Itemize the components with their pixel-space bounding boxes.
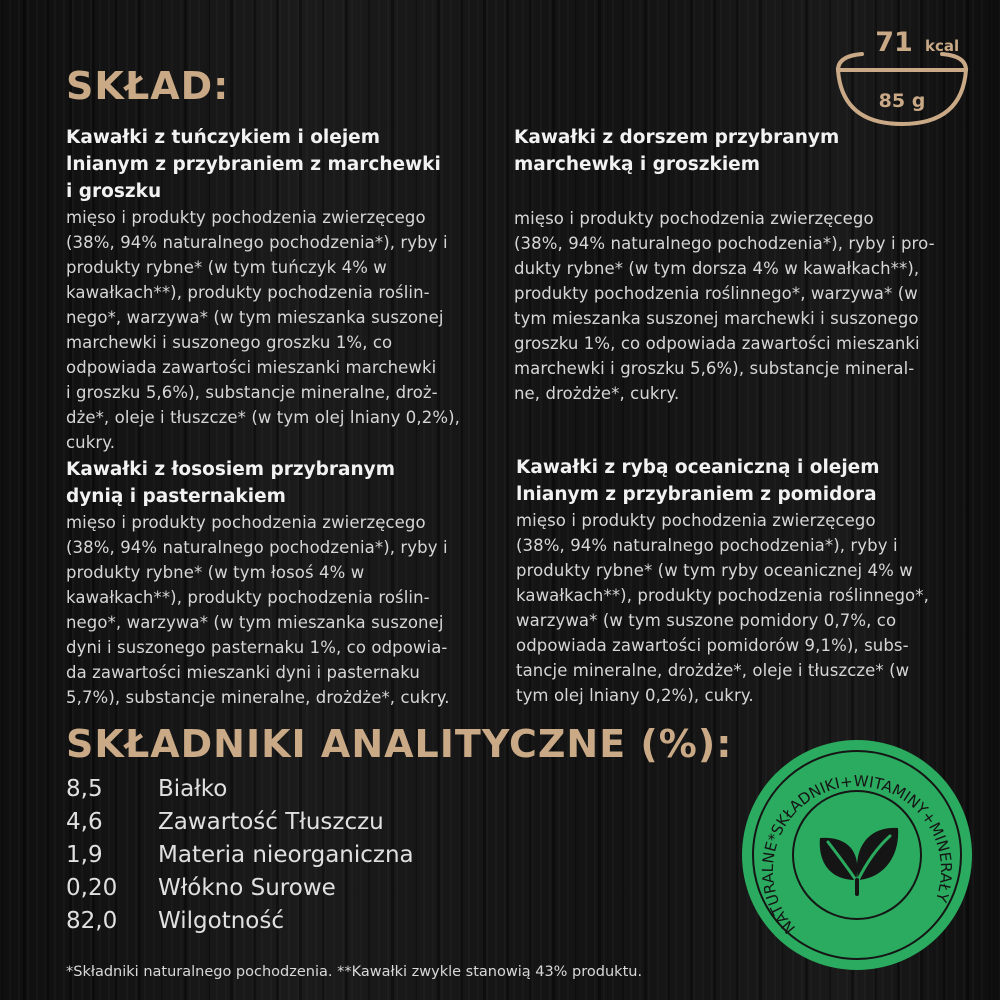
text-line: produkty rybne* (w tym ryby oceanicznej 4% w [516,561,913,580]
title-line: Kawałki z łososiem przybranym [66,459,396,480]
analytical-value: 1,9 [66,842,103,868]
analytical-label: Białko [158,776,228,802]
analytical-label: Wilgotność [158,908,284,934]
text-line: kawałkach**), produkty pochodzenia roślinnego*, [516,586,929,605]
natural-ingredients-seal [740,738,974,972]
title-line: Kawałki z tuńczykiem i olejem [66,127,380,148]
analytical-row [66,905,414,938]
composition-heading: SKŁAD: [66,64,230,108]
footnote: *Składniki naturalnego pochodzenia. **Kawałki zwykle stanowią 43% produktu. [66,964,643,980]
analytical-value: 4,6 [66,809,103,835]
composition-title [66,456,506,510]
text-line: mięso i produkty pochodzenia zwierzęcego [66,513,426,532]
title-line: i groszku [66,181,162,202]
composition-title [516,454,976,508]
kcal-value: 71 [875,27,913,58]
text-line: tym mieszanka suszonej marchewki i suszonego [514,309,919,328]
composition-block-salmon [66,456,506,710]
composition-text [66,205,506,455]
text-line: marchewki i groszku 5,6%), substancje mineral- [514,359,915,378]
title-line: dynią i pasternakiem [66,486,286,507]
analytical-label: Materia nieorganiczna [158,842,414,868]
text-line: produkty rybne* (w tym łosoś 4% w [66,563,365,582]
weight-value: 85 g [878,90,926,112]
text-line: dukty rybne* (w tym dorsza 4% w kawałkach**), [514,259,920,278]
composition-block-tuna [66,124,506,455]
analytical-row [66,773,414,806]
title-line: Kawałki z dorszem przybranym [514,127,840,148]
text-line: marchewki i suszonego groszku 1%, co [66,333,393,352]
analytical-label: Zawartość Tłuszczu [158,809,384,835]
analytical-row [66,806,414,839]
text-line: odpowiada zawartości pomidorów 9,1%), subs- [516,636,909,655]
text-line: mięso i produkty pochodzenia zwierzęcego [516,511,876,530]
composition-text [514,206,974,406]
text-line: (38%, 94% naturalnego pochodzenia*), ryby i [516,536,898,555]
composition-block-cod [514,124,974,406]
text-line: da zawartości mieszanki dyni i pasternaku [66,663,420,682]
text-line: warzywa* (w tym suszone pomidory 0,7%, co [516,611,897,630]
title-line: lnianym z przybraniem z pomidora [516,484,877,505]
text-line: (38%, 94% naturalnego pochodzenia*), ryby i [66,538,448,557]
composition-title [514,124,974,178]
text-line: cukry. [66,433,116,452]
text-line: mięso i produkty pochodzenia zwierzęcego [514,209,874,228]
text-line: 5,7%), substancje mineralne, drożdże*, cukry. [66,688,450,707]
analytical-heading: SKŁADNIKI ANALITYCZNE (%): [66,722,733,766]
text-line: dyni i suszonego pasternaku 1%, co odpowia- [66,638,448,657]
composition-block-ocean-fish [516,454,976,708]
text-line: (38%, 94% naturalnego pochodzenia*), ryby i pro- [514,234,935,253]
text-line: mięso i produkty pochodzenia zwierzęcego [66,208,426,227]
text-line: ne, drożdże*, cukry. [514,384,680,403]
analytical-label: Włókno Surowe [158,875,336,901]
text-line: nego*, warzywa* (w tym mieszanka suszonej [66,308,444,327]
analytical-row [66,839,414,872]
composition-text [516,508,976,708]
bowl-icon [832,24,972,129]
title-line: Kawałki z rybą oceaniczną i olejem [516,457,880,478]
analytical-value: 0,20 [66,875,118,901]
kcal-badge [832,24,972,129]
text-line: odpowiada zawartości mieszanki marchewki [66,358,437,377]
title-line: marchewką i groszkiem [514,154,760,175]
analytical-value: 82,0 [66,908,118,934]
text-line: kawałkach**), produkty pochodzenia roślin- [66,588,430,607]
text-line: dże*, oleje i tłuszcze* (w tym olej lniany 0,2%), [66,408,461,427]
composition-title [66,124,506,205]
text-line: tancje mineralne, drożdże*, oleje i tłuszcze* (w [516,661,910,680]
text-line: kawałkach**), produkty pochodzenia roślin- [66,283,430,302]
kcal-unit: kcal [925,37,960,55]
text-line: groszku 1%, co odpowiada zawartości mieszanki [514,334,920,353]
text-line: produkty pochodzenia roślinnego*, warzywa* (w [514,284,918,303]
text-line: (38%, 94% naturalnego pochodzenia*), ryby i [66,233,448,252]
text-line: produkty rybne* (w tym tuńczyk 4% w [66,258,387,277]
analytical-row [66,872,414,905]
composition-text [66,510,506,710]
text-line: tym olej lniany 0,2%), cukry. [516,686,754,705]
analytical-value: 8,5 [66,776,103,802]
text-line: i groszku 5,6%), substancje mineralne, droż- [66,383,438,402]
analytical-list [66,773,414,938]
seal-text-path: NATURALNE*SKŁADNIKI+WITAMINY+MINERAŁY [758,772,956,938]
title-line: lnianym z przybraniem z marchewki [66,154,441,175]
text-line: nego*, warzywa* (w tym mieszanka suszonej [66,613,444,632]
